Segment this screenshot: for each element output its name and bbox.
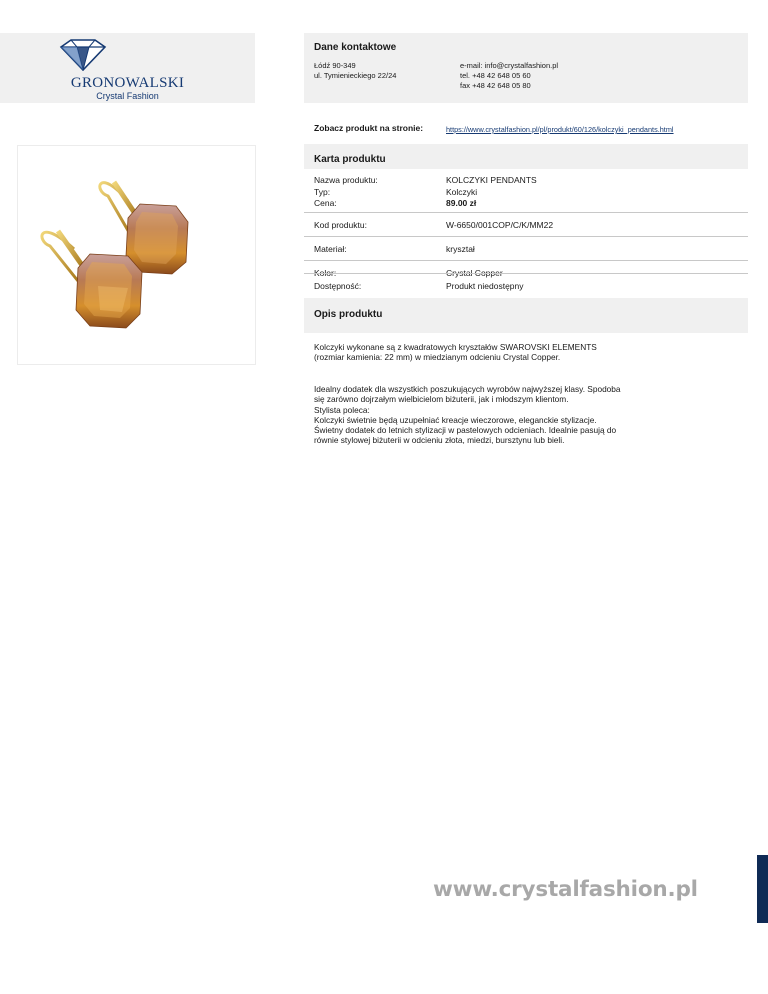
row-label: Materiał: (314, 244, 347, 254)
row-value: Produkt niedostępny (446, 281, 524, 291)
diamond-logo-icon (58, 39, 108, 71)
description-paragraph (314, 342, 659, 363)
contact-address (314, 61, 396, 81)
description-paragraph (314, 384, 659, 446)
brand-tagline: Crystal Fashion (96, 91, 159, 101)
table-row (304, 212, 748, 237)
row-label: Dostępność: (314, 281, 362, 291)
card-labels (314, 175, 378, 210)
type-label: Typ: (314, 186, 331, 197)
row-value: Crystal Copper (446, 268, 503, 278)
description-line: równie stylowej biżuterii w odcieniu złota, miedzi, bursztynu lub bieli. (314, 435, 565, 446)
description-title: Opis produktu (314, 309, 383, 320)
brand-logo (0, 33, 255, 103)
address-line: Łódź 90-349 (314, 61, 356, 70)
contact-details (460, 61, 558, 91)
address-line: ul. Tymienieckiego 22/24 (314, 71, 397, 80)
description-line: Idealny dodatek dla wszystkich poszukujących wyrobów najwyższej klasy. Spodoba (314, 384, 621, 394)
card-header (304, 144, 748, 169)
contact-email[interactable]: e-mail: info@crystalfashion.pl (460, 61, 559, 70)
description-line: Kolczyki wykonane są z kwadratowych kryształów SWAROVSKI ELEMENTS (314, 342, 597, 352)
description-line: Stylista poleca: (314, 404, 370, 415)
contact-phone[interactable]: tel. +48 42 648 05 60 (460, 71, 531, 80)
description-line: Kolczyki świetnie będą uzupełniać kreacje wieczorowe, eleganckie stylizacje. (314, 414, 597, 425)
row-label: Kolor: (314, 268, 337, 278)
price-label: Cena: (314, 198, 337, 208)
row-label: Kod produktu: (314, 220, 367, 230)
row-value: W-6650/001COP/C/K/MM22 (446, 220, 554, 230)
description-line: (rozmiar kamienia: 22 mm) w miedzianym odcieniu Crystal Copper. (314, 352, 561, 363)
row-value: kryształ (446, 244, 475, 254)
contact-title: Dane kontaktowe (314, 42, 397, 53)
product-link[interactable]: https://www.crystalfashion.pl/pl/produkt/60/126/kolczyki_pendants.html (446, 125, 674, 134)
description-header (304, 298, 748, 333)
product-type: Kolczyki (446, 186, 478, 197)
footer-url[interactable]: www.crystalfashion.pl (433, 877, 698, 902)
description-line: Świetny dodatek do letnich stylizacji w pastelowych odcieniach. Idealnie pasują do (314, 425, 617, 436)
contact-fax: fax +48 42 648 05 80 (460, 81, 531, 90)
contact-panel (304, 33, 748, 103)
footer-accent-bar (757, 855, 768, 923)
brand-name: GRONOWALSKI (70, 75, 185, 91)
earrings-image (18, 146, 255, 364)
description-line: się zarówno dojrzałym wielbicielom biżuterii, jak i młodszym klientom. (314, 394, 569, 405)
product-name: KOLCZYKI PENDANTS (446, 175, 537, 185)
table-row (304, 273, 748, 298)
product-image (17, 145, 256, 365)
product-link-label: Zobacz produkt na stronie: (314, 123, 424, 133)
name-label: Nazwa produktu: (314, 175, 378, 185)
table-row (304, 236, 748, 261)
card-values (446, 175, 537, 210)
card-title: Karta produktu (314, 154, 386, 165)
product-price: 89.00 zł (446, 198, 477, 208)
